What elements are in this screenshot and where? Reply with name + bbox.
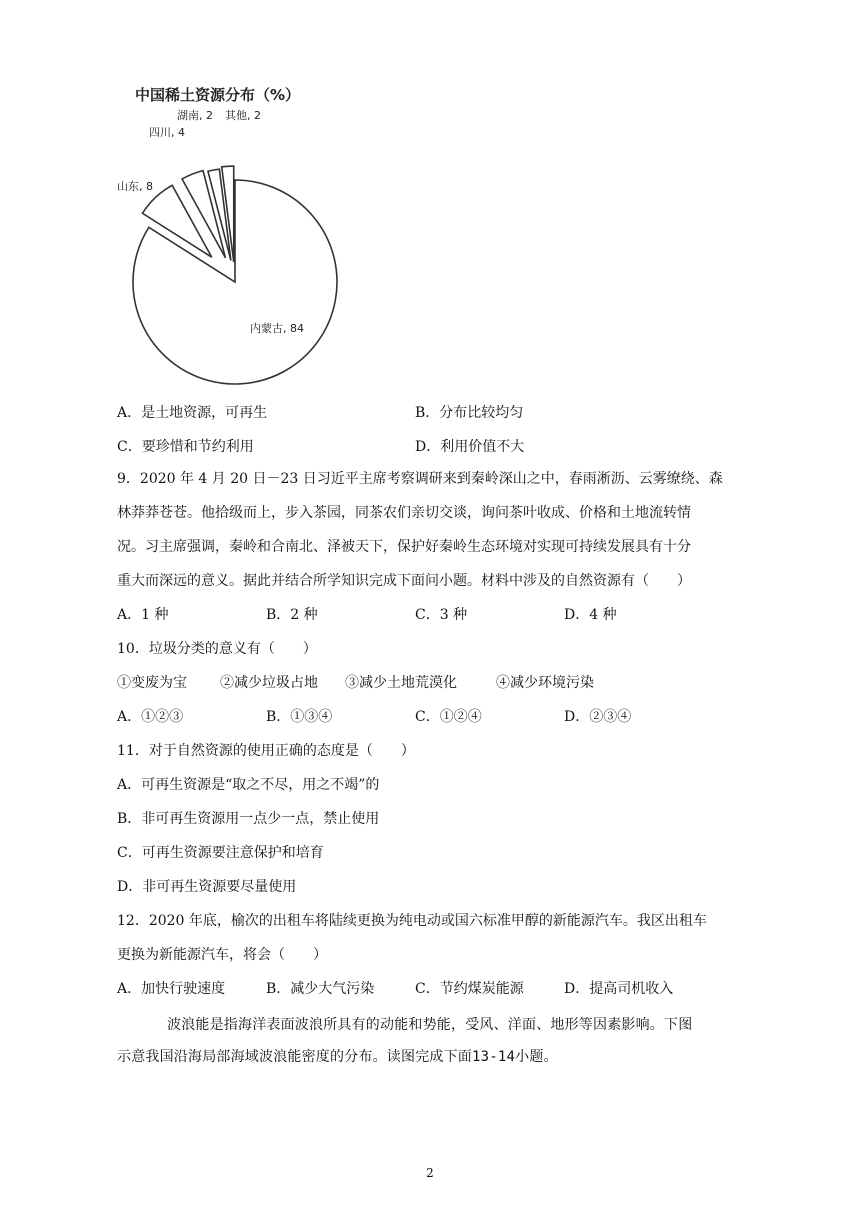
q8-option-a: A．是土地资源，可再生	[117, 405, 268, 421]
q11-option-b: B．非可再生资源用一点少一点，禁止使用	[117, 811, 380, 827]
passage-line-2: 示意我国沿海局部海域波浪能密度的分布。读图完成下面13-14小题。	[117, 1049, 558, 1065]
q10-stem: 10．垃圾分类的意义有（ ）	[117, 641, 317, 657]
q9-option-d: D．4 种	[564, 607, 617, 623]
q9-stem-line-1: 9．2020 年 4 月 20 日－23 日习近平主席考察调研来到秦岭深山之中，春雨淅沥、云雾缭绕、森	[117, 471, 723, 487]
q11-option-d: D．非可再生资源要尽量使用	[117, 879, 297, 895]
q12-stem-line-1: 12．2020 年底，榆次的出租车将陆续更换为纯电动或国六标准甲醇的新能源汽车。我区出租车	[117, 913, 707, 929]
q8-option-d: D．利用价值不大	[415, 439, 525, 455]
q10-option-a: A．①②③	[117, 709, 184, 725]
q10-item-1: ①变废为宝	[117, 675, 187, 691]
q9-option-b: B．2 种	[266, 607, 318, 623]
q10-option-b: B．①③④	[266, 709, 333, 725]
q9-stem-line-4: 重大而深远的意义。据此并结合所学知识完成下面问小题。材料中涉及的自然资源有（ ）	[117, 573, 691, 589]
q12-option-b: B．减少大气污染	[266, 981, 375, 997]
page-number: 2	[426, 1166, 434, 1180]
q12-option-c: C．节约煤炭能源	[415, 981, 524, 997]
q8-option-c: C．要珍惜和节约利用	[117, 439, 254, 455]
pie-label-1: 内蒙古, 84	[250, 322, 304, 335]
pie-label-5: 其他, 2	[225, 109, 261, 122]
q9-option-c: C．3 种	[415, 607, 468, 623]
rare-earth-pie-chart	[95, 78, 355, 388]
q9-stem-line-2: 林莽莽苍苍。他拾级而上，步入茶园，同茶农们亲切交谈，询问茶叶收成、价格和土地流转情	[117, 505, 691, 521]
q8-option-b: B．分布比较均匀	[415, 405, 524, 421]
pie-label-3: 四川, 4	[149, 126, 185, 139]
q10-option-c: C．①②④	[415, 709, 482, 725]
q12-stem-line-2: 更换为新能源汽车，将会（ ）	[117, 947, 327, 963]
pie-svg	[95, 78, 355, 388]
q10-item-2: ②减少垃圾占地	[220, 675, 318, 691]
q12-option-d: D．提高司机收入	[564, 981, 674, 997]
passage-line-1: 波浪能是指海洋表面波浪所具有的动能和势能，受风、洋面、地形等因素影响。下图	[167, 1017, 693, 1033]
q10-item-3: ③减少土地荒漠化	[345, 675, 457, 691]
q11-stem: 11．对于自然资源的使用正确的态度是（ ）	[117, 743, 415, 759]
pie-slices	[133, 166, 337, 384]
q9-stem-line-3: 况。习主席强调，秦岭和合南北、泽被天下，保护好秦岭生态环境对实现可持续发展具有十分	[117, 539, 691, 555]
q11-option-a: A．可再生资源是“取之不尽，用之不竭”的	[117, 777, 380, 793]
q11-option-c: C．可再生资源要注意保护和培育	[117, 845, 324, 861]
pie-label-4: 湖南, 2	[177, 109, 213, 122]
q10-option-d: D．②③④	[564, 709, 632, 725]
q12-option-a: A．加快行驶速度	[117, 981, 226, 997]
q9-option-a: A．1 种	[117, 607, 169, 623]
pie-label-2: 山东, 8	[117, 180, 153, 193]
q10-item-4: ④减少环境污染	[496, 675, 594, 691]
chart-title: 中国稀土资源分布（%）	[135, 86, 301, 104]
